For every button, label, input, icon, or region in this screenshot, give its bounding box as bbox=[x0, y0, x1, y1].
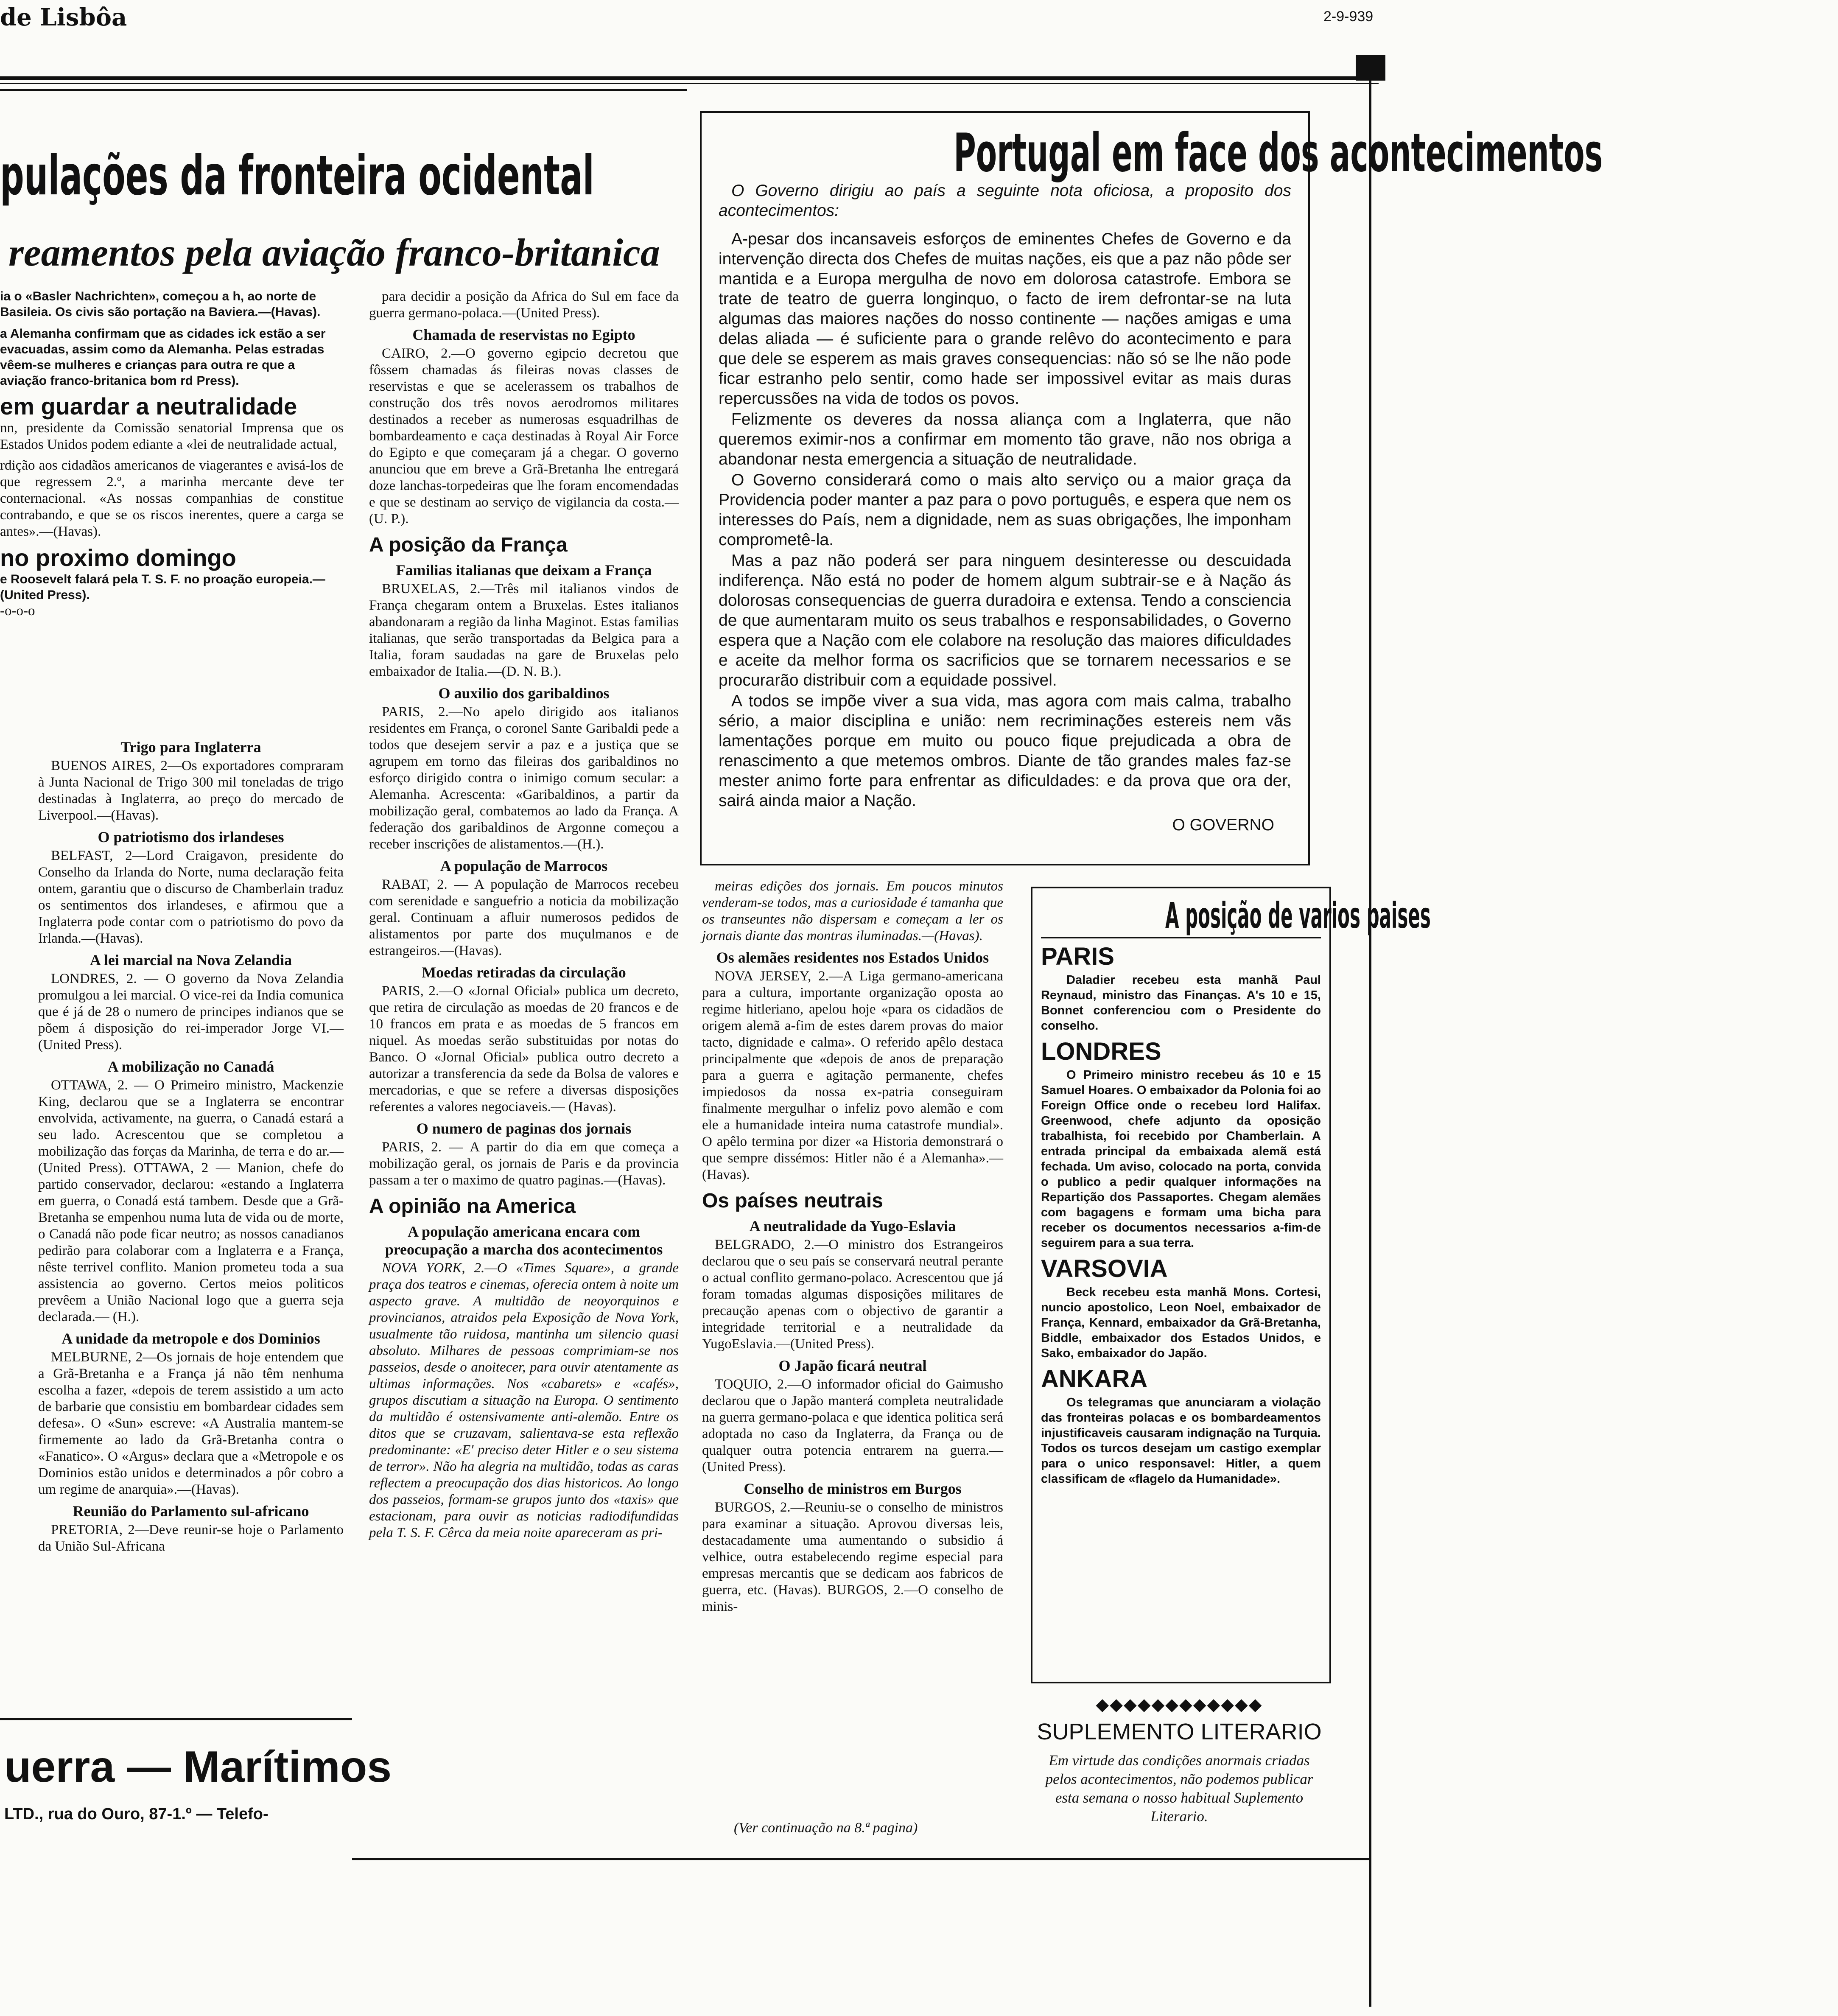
portugal-signature: O GOVERNO bbox=[1172, 816, 1274, 834]
story-text: LONDRES, 2. — O governo da Nova Zelandia promulgou a lei marcial. O vice-rei da India comunica que é já de 28 o numero de principes indianos que se põem á disposição do rei-imperador Jorge VI.— (United Press). bbox=[38, 971, 344, 1053]
story-text: BRUXELAS, 2.—Três mil italianos vindos de França chegaram ontem a Bruxelas. Estes italianos abandonaram a região da linha Maginot. Estas familias italianas, que serão transportadas da Belgica para a Italia, foram saudadas na gare de Bruxelas pelo embaixador de Italia.—(D. N. B.). bbox=[369, 581, 679, 679]
masthead-rule-thin bbox=[0, 83, 1379, 84]
story-text: NOVA YORK, 2.—O «Times Square», a grande praça dos teatros e cinemas, oferecia ontem à noite um aspecto grave. A multidão de neoyorquinos e provincianos, atraidos pela Exposição de Nova York, usualmente tão ruidosa, mantinha um silencio quasi absoluto. Milhares de pessoas comprimiam-se nos passeios, desde o anoitecer, para ouvir atentamente as ultimas informações. Nos «cabarets» e «cafés», grupos discutiam a situação na Europa. O sentimento da multidão é ostensivamente anti-alemão. Entre os ditos que se cruzavam, salientava-se esta reflexão predominante: «E' preciso deter Hitler e o seu sistema de terror». Não ha alegria na multidão, todas as caras reflectem a preocupação dos dias historicos. Ao longo dos passeios, formam-se grupos junto dos «taxis» que estacionam, para ouvir as noticias radiodifundidas pela T. S. F. Cêrca da meia noite apareceram as pri- bbox=[369, 1260, 679, 1540]
domingo-paragraph: e Roosevelt falará pela T. S. F. no proação europeia.—(United Press). bbox=[0, 572, 325, 602]
story-headline: Os alemães residentes nos Estados Unidos bbox=[716, 949, 989, 966]
section-rule bbox=[0, 89, 687, 91]
story-text: CAIRO, 2.—O governo egipcio decretou que fôssem chamadas ás fileiras novas classes de reservistas e que se acelerassem os trabalhos de construção dos três novos aerodromos militares destinados a receber as numerosas esquadrilhas de bombardeamento e caça destinadas à Royal Air Force do Egipto e que começaram já a chegar. O governo anunciou que em breve a Grã-Bretanha lhe entregará doze lanchas-torpedeiras que lhe foram encomendadas e que se destinam ao serviço de vigilancia da costa.—(U. P.). bbox=[369, 346, 679, 526]
city-text: Beck recebeu esta manhã Mons. Cortesi, nuncio apostolico, Leon Noel, embaixador de França, Kennard, embaixador da Grã-Bretanha, Biddle, embaixador dos Estados Unidos, e Sako, embaixador do Japão. bbox=[1041, 1285, 1321, 1360]
portugal-paragraph: A todos se impõe viver a sua vida, mas agora com mais calma, trabalho sério, a maior disciplina e união: nem recriminações estereis nem vãs lamentações porque em muito ou pouco fique prejudicada a obra de renascimento a que metemos ombros. Diante de tão grandes males faz-se mester animo forte para enfrentar as dificuldades: e da prova que ora der, sairá ainda maior a Nação. bbox=[719, 692, 1291, 810]
lead-column bbox=[0, 288, 344, 619]
story-text: OTTAWA, 2. — O Primeiro ministro, Mackenzie King, declarou que se a Inglaterra se encontrar envolvida, activamente, na guerra, o Canadá estará a seu lado. Acrescentou que se completou a mobilização das forças da Marinha, de terra e do ar.— (United Press). OTTAWA, 2 — Manion, chefe do partido conservador, declarou: «estando a Inglaterra em guerra, o Conadá está tambem. Desde que a Grã-Bretanha se empenhou numa luta de vida ou de morte, o Canadá não pode ficar neutro; as nossos canadianos pedirão para colaborar com a Inglaterra e a França, nêste terrivel conflito. Manion prometeu toda a sua assistencia ao governo. Certos meios politicos prevêem a União Nacional logo que a guerra seja declarada.— (H.). bbox=[38, 1078, 344, 1324]
story-headline: Conselho de ministros em Burgos bbox=[744, 1480, 962, 1497]
suplemento-text: Em virtude das condições anormais criadas pelos acontecimentos, não podemos publicar esta semana o nosso habitual Suplemento Literario. bbox=[1045, 1752, 1313, 1825]
separator: -o-o-o bbox=[0, 603, 35, 619]
varios-box bbox=[1031, 887, 1431, 1683]
lead-paragraph: a Alemanha confirmam que as cidades ick estão a ser evacuadas, assim como da Alemanha. Pelas estradas vêem-se mulheres e crianças para outra re que a aviação franco-britanica bom rd Press). bbox=[0, 327, 326, 388]
story-headline: O auxilio dos garibaldinos bbox=[438, 685, 610, 702]
domingo-headline: no proximo domingo bbox=[0, 544, 236, 571]
story-headline: Moedas retiradas da circulação bbox=[422, 964, 626, 981]
corner-block bbox=[1356, 55, 1385, 81]
story-text: PARIS, 2.—No apelo dirigido aos italianos residentes em França, o coronel Sante Garibaldi pede a todos que desejem servir a paz e a justiça que se agrupem em torno das fileiras dos garibaldinos no esforço dirigido contra o inimigo comum secular: a Alemanha. Acrescenta: «Garibaldinos, a partir da mobilização geral, combatemos ao lado da França. A federação dos garibaldinos de Argonne começou a receber inscrições de alistamentos.—(H.). bbox=[369, 704, 679, 852]
right-margin-rule bbox=[1369, 81, 1371, 2007]
story-headline: O Japão ficará neutral bbox=[778, 1357, 927, 1374]
story-headline: A população de Marrocos bbox=[440, 857, 608, 874]
city-text: Os telegramas que anunciaram a violação das fronteiras polacas e os bombardeamentos injustificaveis causaram indignação na Turquia. Todos os turcos desejam um castigo exemplar para o unico responsavel: Hitler, a quem classificam de «flagelo da Humanidade». bbox=[1041, 1396, 1321, 1486]
masthead-date: 2-9-939 bbox=[1323, 8, 1374, 25]
column-1 bbox=[38, 734, 344, 1556]
section-headline: A posição da França bbox=[369, 534, 568, 556]
neutral-headline: em guardar a neutralidade bbox=[0, 393, 297, 420]
story-text: PRETORIA, 2—Deve reunir-se hoje o Parlamento da União Sul-Africana bbox=[38, 1522, 344, 1554]
ornament-rule: ◆◆◆◆◆◆◆◆◆◆◆◆ bbox=[1096, 1695, 1263, 1714]
story-text: BELGRADO, 2.—O ministro dos Estrangeiros declarou que o seu país se conservará neutral perante o actual conflito germano-polaco. Acrescentou que já foram tomadas algumas disposições militares de precaução apenas com o objectivo de garantir a integridade territorial e a neutralidade da YugoEslavia.—(United Press). bbox=[702, 1237, 1003, 1352]
story-headline: Trigo para Inglaterra bbox=[120, 739, 261, 756]
ad-rule bbox=[0, 1718, 352, 1720]
portugal-intro: O Governo dirigiu ao país a seguinte nota oficiosa, a proposito dos acontecimentos: bbox=[719, 182, 1291, 220]
story-headline: Reunião do Parlamento sul-africano bbox=[73, 1503, 309, 1520]
story-text: BURGOS, 2.—Reuniu-se o conselho de ministros para examinar a situação. Aprovou diversas leis, destacadamente uma aumentando o subsidio á velhice, outra estabelecendo regime especial para empresas mercantis que se dedicam aos fabricos de guerra, etc. (Havas). BURGOS, 2.—O conselho de minis- bbox=[702, 1500, 1003, 1614]
lead-headline: pulações da fronteira ocidental bbox=[0, 144, 594, 207]
story-text: meiras edições dos jornais. Em poucos minutos venderam-se todos, mas a curiosidade é tamanha que os transeuntes não dispersam e começam a ler os jornais diante das montras iluminadas.—(Havas). bbox=[702, 879, 1003, 944]
column-3 bbox=[702, 878, 1003, 1616]
neutral-paragraph: rdição aos cidadãos americanos de viagerantes e avisá-los de que regressem 2.º, a marinha mercante deve ter conternacional. «As nossas companhias de constitue contrabando, e que se os riscos inerentes, quere a carga se antes».—(Havas). bbox=[0, 458, 344, 539]
suplemento-title: SUPLEMENTO LITERARIO bbox=[1037, 1719, 1322, 1744]
story-text: PARIS, 2.—O «Jornal Oficial» publica um decreto, que retira de circulação as moedas de 20 francos e de 10 francos em prata e as moedas de 5 francos em niquel. As moedas serão substituidas por notas do Banco. O «Jornal Oficial» publica outro decreto a autorizar a transferencia da sede da Bolsa de valores e mercadorias, e que se refere a diversas disposições referentes a valores negociaveis.— (Havas). bbox=[369, 983, 679, 1114]
portugal-box bbox=[700, 111, 1603, 865]
suplemento bbox=[1031, 1718, 1328, 1826]
neutral-paragraph: nn, presidente da Comissão senatorial Imprensa que os Estados Unidos podem ediante a «lei de neutralidade actual, bbox=[0, 420, 344, 452]
story-headline: O patriotismo dos irlandeses bbox=[98, 829, 284, 846]
story-headline: Chamada de reservistas no Egipto bbox=[412, 326, 635, 343]
story-text: TOQUIO, 2.—O informador oficial do Gaimusho declarou que o Japão manterá completa neutralidade na guerra germano-polaca e que identica politica será adoptada no caso da Inglaterra, da França ou de qualquer outra potencia entrarem na guerra.—(United Press). bbox=[702, 1377, 1003, 1475]
varios-title-rule bbox=[1041, 937, 1321, 938]
continuation-note: (Ver continuação na 8.ª pagina) bbox=[734, 1820, 918, 1836]
city-headline: LONDRES bbox=[1041, 1038, 1161, 1065]
masthead-rule bbox=[0, 76, 1379, 80]
portugal-title: Portugal em face dos acontecimentos bbox=[954, 123, 1603, 184]
portugal-paragraph: Mas a paz não poderá ser para ninguem desinteresse ou descuidada indiferença. Não está no poder de homem algum subtrair-se e à Nação ás dolorosas consequencias de guerra duradoira e extensa. Tendo a consciencia de que aumentaram muito os seus trabalhos e responsabilidades, o Governo espera que a Nação com ele colabore na resolução das maiores dificuldades e aceite da melhor forma os sacrificios que se tornarem necessarios e se procurarão distribuir com a equidade possivel. bbox=[719, 552, 1291, 689]
city-headline: ANKARA bbox=[1041, 1365, 1148, 1393]
lead-paragraph: ia o «Basler Nachrichten», começou a h, ao norte de Basileia. Os civis são portação na Baviera.—(Havas). bbox=[0, 289, 321, 319]
masthead-title: de Lisbôa bbox=[0, 3, 127, 31]
story-headline: A mobilização no Canadá bbox=[107, 1058, 274, 1075]
story-text: NOVA JERSEY, 2.—A Liga germano-americana para a cultura, importante organização oposta ao regime hitleriano, apelou hoje «para os cidadãos de origem alemã a-fim de estes darem provas do maior tacto, dignidade e calma». O referido apêlo destaca principalmente que «depois de anos de preparação para a guerra e agitação permanente, chefes impiedosos da nossa ex-patria conseguiram finalmente mergulhar o infeliz povo alemão e com ele a humanidade inteira numa catastrofe mundial». O apêlo termina por dizer «a Historia demonstrará o que sempre dissémos: Hitler não é a Alemanha».—(Havas). bbox=[702, 969, 1003, 1182]
varios-title: A posição de varios paises bbox=[1165, 895, 1431, 936]
story-text: RABAT, 2. — A população de Marrocos recebeu com serenidade e sanguefrio a noticia da mobilização geral. Continuam a afluir numerosos pedidos de alistamentos por parte dos muçulmanos e de estrangeiros.—(Havas). bbox=[369, 877, 679, 958]
portugal-paragraph: Felizmente os deveres da nossa aliança com a Inglaterra, que não queremos eximir-nos a confirmar em momento tão grave, não nos obriga a abandonar nesta emergencia a situação de neutralidade. bbox=[719, 410, 1291, 468]
city-text: Daladier recebeu esta manhã Paul Reynaud, ministro das Finanças. A's 10 e 15, Bonnet conferenciou com o Presidente do conselho. bbox=[1041, 973, 1321, 1033]
story-headline: A lei marcial na Nova Zelandia bbox=[90, 952, 292, 969]
story-headline: Familias italianas que deixam a França bbox=[396, 562, 652, 579]
section-headline: Os países neutrais bbox=[702, 1190, 883, 1212]
bottom-rule bbox=[352, 1858, 1370, 1860]
column-2 bbox=[369, 288, 679, 1542]
section-headline: A opinião na America bbox=[369, 1195, 576, 1218]
story-headline: A população americana encara com preocupação a marcha dos acontecimentos bbox=[385, 1223, 663, 1258]
story-headline: A unidade da metropole e dos Dominios bbox=[62, 1330, 320, 1347]
lead-subhead: reamentos pela aviação franco-britanica bbox=[8, 231, 660, 274]
city-headline: PARIS bbox=[1041, 943, 1114, 970]
story-text: BELFAST, 2—Lord Craigavon, presidente do Conselho da Irlanda do Norte, numa declaração feita ontem, garantiu que o discurso de Chamberlain traduz os sentimentos dos irlandeses, e afirmou que a Inglaterra pode contar com o patriotismo do povo da Irlanda.—(Havas). bbox=[38, 848, 344, 946]
portugal-paragraph: O Governo considerará como o mais alto serviço ou a maior graça da Providencia poder manter a paz para o povo português, e espera que nem os interesses do País, nem a dignidade, nem as suas obrigações, lhe imponham comprometê-la. bbox=[719, 471, 1291, 549]
story-text: BUENOS AIRES, 2—Os exportadores compraram à Junta Nacional de Trigo 300 mil toneladas de trigo destinadas à Inglaterra, ao preço do mercado de Liverpool.—(Havas). bbox=[38, 758, 344, 823]
ad-address: LTD., rua do Ouro, 87-1.º — Telefo- bbox=[4, 1805, 269, 1823]
portugal-paragraph: A-pesar dos incansaveis esforços de eminentes Chefes de Governo e da intervenção directa dos Chefes de muitas nações, eis que a paz não pôde ser mantida e a Europa mergulha de novo em dolorosa catastrofe. Embora se trate de teatro de guerra longinquo, o facto de irem defrontar-se na luta algumas das maiores nações do nosso continente — nações amigas e uma delas aliada — é suficiente para o grande relêvo do acontecimento e para que dele se esperem as mais graves consequencias: não só se lhe não pode ficar estranho pelo sentir, como hade ser impossivel evitar as mais duras repercussões na vida de todos os povos. bbox=[719, 230, 1291, 408]
varios-list bbox=[1032, 943, 1329, 1487]
story-text: PARIS, 2. — A partir do dia em que começa a mobilização geral, os jornais de Paris e da provincia passam a ter o maximo de quatro paginas.—(Havas). bbox=[369, 1140, 679, 1188]
story-headline: A neutralidade da Yugo-Eslavia bbox=[749, 1218, 956, 1235]
ad-title: uerra — Marítimos bbox=[4, 1742, 392, 1792]
story-headline: O numero de paginas dos jornais bbox=[416, 1120, 632, 1137]
city-headline: VARSOVIA bbox=[1041, 1255, 1168, 1282]
story-text: MELBURNE, 2—Os jornais de hoje entendem que a Grã-Bretanha e a França já não têm nenhuma escolha a fazer, «depois de terem assistido a um acto de barbarie que consistiu em bombardear cidades sem defesa». O «Sun» escreve: «A Australia mantem-se firmemente ao lado da Grã-Bretanha contra o «Fanatico». O «Argus» declara que a «Metropole e os Dominios estão unidos e determinados a pôr cobro a um regime de anarquia».—(Havas). bbox=[38, 1350, 344, 1497]
story-text: para decidir a posição da Africa do Sul em face da guerra germano-polaca.—(United Press). bbox=[369, 289, 679, 321]
city-text: O Primeiro ministro recebeu ás 10 e 15 Samuel Hoares. O embaixador da Polonia foi ao Foreign Office onde o recebeu lord Halifax. Greenwood, chefe adjunto da oposição trabalhista, foi recebido por Chamberlain. A entrada principal da embaixada alemã está fechada. Um aviso, colocado na porta, convida o publico a pedir qualquer informações na Repartição dos Passaportes. Chegam alemães com bagagens e formam uma bicha para receber os documentos necessarios a-fim-de seguirem para a sua terra. bbox=[1041, 1068, 1321, 1250]
